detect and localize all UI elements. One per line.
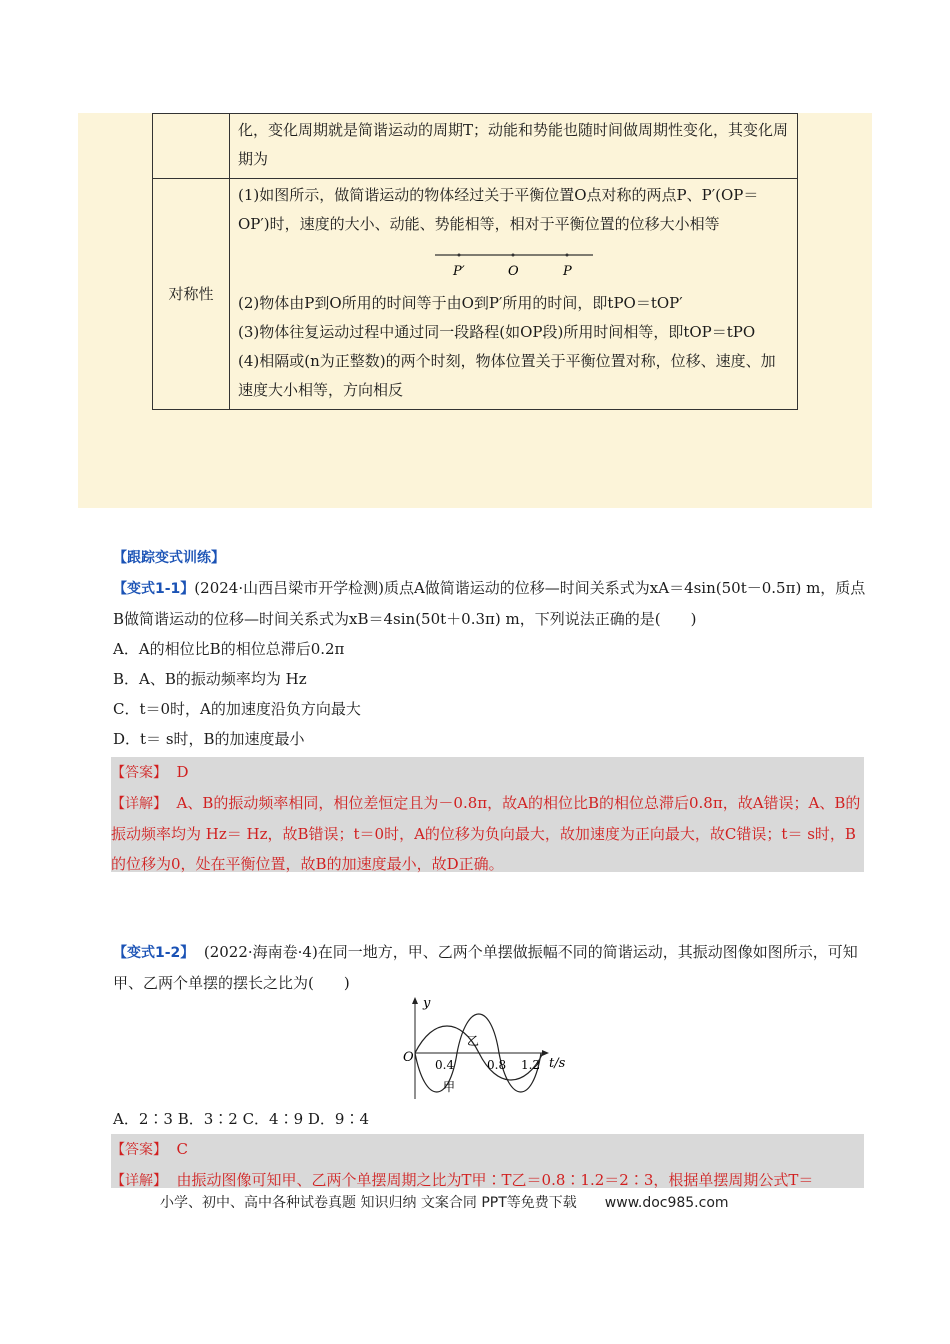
table-row: [153, 114, 798, 179]
answer-value: D: [176, 763, 189, 781]
detail-text: 由振动图像可知甲、乙两个单摆周期之比为T甲∶T乙＝0.8∶1.2＝2∶3，根据单摆周期公式T＝: [176, 1171, 814, 1188]
question-1-option-c: C．t＝0时，A的加速度沿负方向最大: [113, 700, 361, 718]
row1-label-cell: [153, 114, 230, 179]
symmetry-point-3: (3)物体往复运动过程中通过同一段路程(如OP段)所用时间相等，即tOP＝tPO: [238, 323, 756, 341]
question-1: [113, 573, 866, 754]
tick-label: 0.4: [435, 1058, 455, 1072]
x-axis-arrow: [542, 1050, 549, 1056]
curve-yi-label: 乙: [467, 1034, 480, 1048]
question-1-detail: [111, 788, 864, 879]
detail-text: A、B的振动频率相同，相位差恒定且为－0.8π，故A的相位比B的相位总滞后0.8π，故A错误；A、B的振动频率均为 Hz＝ Hz，故B错误；t＝0时，A的位移为负向最大，故加速度为正向最大，故C错误；t＝ s时，B的位移为0，处在平衡位置，故B的加速度最小，故D正确。: [111, 794, 861, 873]
table-row: [153, 179, 798, 410]
detail-label: 【详解】: [111, 1173, 167, 1188]
label-p: P: [563, 264, 572, 279]
answer-value: C: [176, 1140, 189, 1158]
symmetry-figure: [238, 239, 789, 289]
y-axis-label: y: [423, 996, 431, 1011]
question-1-tag: 【变式1-1】: [113, 581, 195, 597]
tick-label: 1.2: [521, 1058, 541, 1072]
row1-content-cell: [230, 114, 798, 179]
question-1-option-a: A．A的相位比B的相位总滞后0.2π: [113, 640, 345, 658]
symmetry-point-4: (4)相隔或(n为正整数)的两个时刻，物体位置关于平衡位置对称，位移、速度、加速度大小相等，方向相反: [238, 352, 776, 399]
answer-label: 【答案】: [111, 765, 167, 781]
question-1-stem: (2024·山西吕梁市开学检测)质点A做简谐运动的位移—时间关系式为xA＝4sin(50t－0.5π) m，质点B做简谐运动的位移—时间关系式为xB＝4sin(50t＋0.3π) m，下列说法正确的是( ): [113, 579, 866, 628]
label-p-prime: P′: [453, 264, 465, 279]
question-2-detail: [111, 1165, 864, 1188]
question-2-answer-box: [111, 1134, 864, 1188]
oscillation-graph: [395, 995, 595, 1105]
tick-label: 0.8: [487, 1058, 507, 1072]
question-2: [113, 937, 866, 998]
answer-label: 【答案】: [111, 1142, 167, 1158]
page-footer: [160, 1192, 729, 1212]
row2-label: 对称性: [153, 179, 230, 410]
y-axis-arrow: [412, 997, 418, 1004]
point-p: [566, 254, 569, 257]
question-1-option-d: D．t＝ s时，B的加速度最小: [113, 730, 305, 748]
question-2-tag: 【变式1-2】: [113, 945, 195, 961]
row1-text: 化，变化周期就是简谐运动的周期T；动能和势能也随时间做周期性变化，其变化周期为: [238, 121, 789, 168]
section-title: 【跟踪变式训练】: [113, 550, 225, 566]
x-axis-label: t/s: [549, 1056, 566, 1071]
point-p-prime: [458, 254, 461, 257]
knowledge-table: [152, 113, 798, 410]
footer-url[interactable]: www.doc985.com: [604, 1195, 729, 1211]
question-1-answer: [111, 757, 864, 788]
question-2-options-line: A．2∶3 B．3∶2 C．4∶9 D．9∶4: [113, 1110, 370, 1128]
question-1-option-b: B．A、B的振动频率均为 Hz: [113, 670, 307, 688]
point-o: [512, 254, 515, 257]
symmetry-point-2: (2)物体由P到O所用的时间等于由O到P′所用的时间，即tPO＝tOP′: [238, 294, 683, 312]
question-2-answer: [111, 1134, 864, 1165]
footer-text: 小学、初中、高中各种试卷真题 知识归纳 文案合同 PPT等免费下载: [160, 1195, 577, 1211]
knowledge-box: [78, 113, 872, 508]
label-o: O: [508, 264, 519, 279]
row2-content-cell: [230, 179, 798, 410]
question-2-options: [113, 1104, 866, 1134]
symmetry-point-1: (1)如图所示，做简谐运动的物体经过关于平衡位置O点对称的两点P、P′(OP＝OP′)时，速度的大小、动能、势能相等，相对于平衡位置的位移大小相等: [238, 186, 759, 233]
curve-jia-label: 甲: [443, 1080, 456, 1094]
question-1-answer-box: [111, 757, 864, 872]
question-2-stem: (2022·海南卷·4)在同一地方，甲、乙两个单摆做振幅不同的简谐运动，其振动图像如图所示，可知甲、乙两个单摆的摆长之比为( ): [113, 943, 858, 992]
symmetry-axis-figure: [433, 243, 613, 283]
detail-label: 【详解】: [111, 796, 167, 812]
origin-label: O: [403, 1050, 414, 1065]
